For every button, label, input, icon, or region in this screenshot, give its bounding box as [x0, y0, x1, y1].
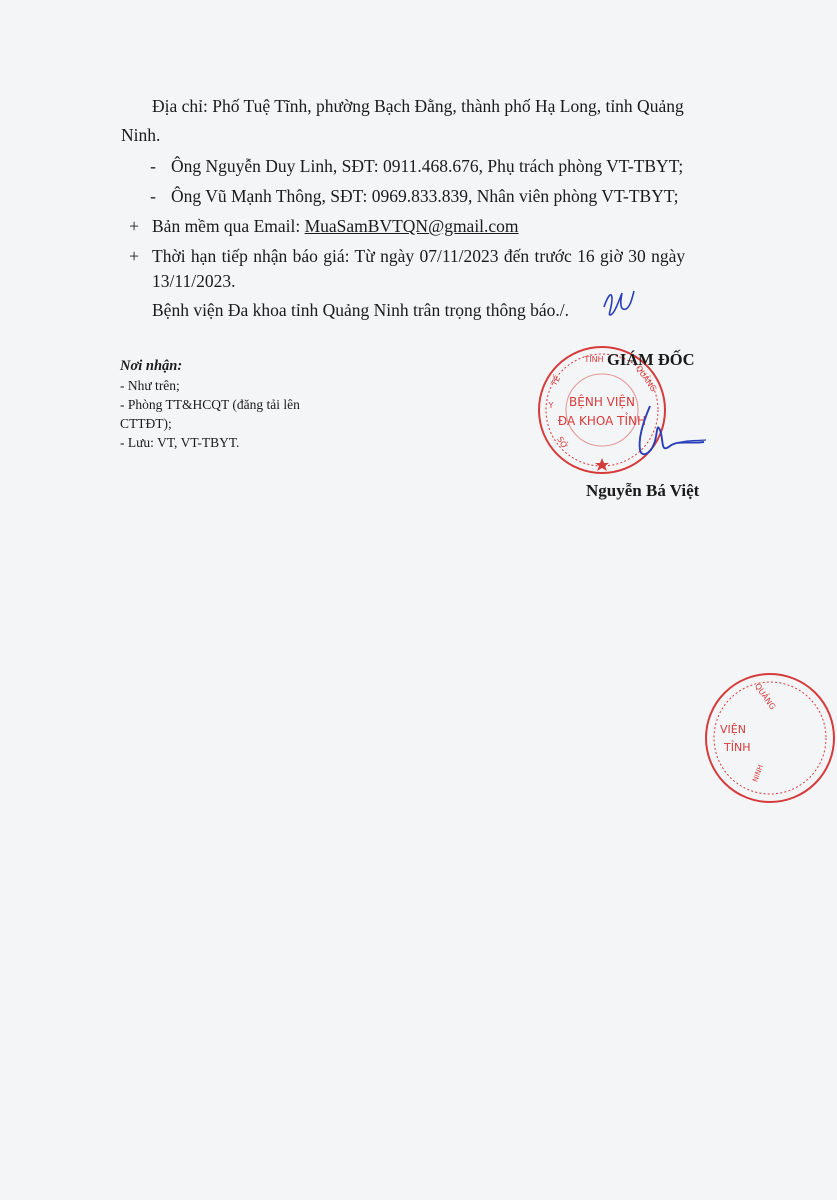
email-prefix: Bản mềm qua Email: [152, 216, 305, 236]
stamp-ring-left: SỞ [555, 435, 570, 451]
contact-bullet: - [150, 156, 156, 176]
partial-stamp-line-2: TỈNH [724, 741, 751, 754]
recipient-item: - Phòng TT&HCQT (đăng tải lên [120, 397, 300, 412]
recipient-item: - Lưu: VT, VT-TBYT. [120, 435, 240, 450]
contact-bullet: - [150, 186, 156, 206]
address-line-2: Ninh. [121, 125, 161, 145]
signature-title: GIÁM ĐỐC [607, 350, 695, 369]
email-bullet: + [129, 216, 139, 236]
deadline-line-2: 13/11/2023. [152, 271, 236, 291]
partial-stamp-line-1: VIỆN [720, 723, 746, 736]
email-link[interactable]: MuaSamBVTQN@gmail.com [304, 216, 519, 236]
deadline-line-1: Thời hạn tiếp nhận báo giá: Từ ngày 07/11/2023 đến trước 16 giờ 30 ngày [152, 246, 686, 266]
partial-stamp-ring: QUẢNG [752, 681, 778, 712]
recipient-item: - Như trên; [120, 378, 180, 393]
stamp-ring-left: TẾ [549, 374, 563, 388]
initials-signature-icon [598, 285, 638, 321]
deadline-bullet: + [129, 246, 139, 266]
recipients-title: Nơi nhận: [120, 358, 183, 374]
handwritten-signature-icon [630, 400, 712, 466]
contact-text: Ông Vũ Mạnh Thông, SĐT: 0969.833.839, Nhân viên phòng VT-TBYT; [171, 186, 679, 206]
signer-name: Nguyễn Bá Việt [586, 481, 700, 500]
partial-stamp [700, 670, 837, 807]
stamp-star-icon [595, 458, 609, 471]
contact-text: Ông Nguyễn Duy Linh, SĐT: 0911.468.676, Phụ trách phòng VT-TBYT; [171, 156, 684, 176]
recipient-item: CTTĐT); [120, 416, 172, 431]
address-line-1: Địa chỉ: Phố Tuệ Tĩnh, phường Bạch Đằng, thành phố Hạ Long, tỉnh Quảng [152, 96, 684, 116]
partial-stamp-ring-bottom: NINH [751, 763, 765, 784]
stamp-center-line-2: ĐA KHOA TỈNH [557, 414, 647, 428]
stamp-ring-top: TỈNH [584, 355, 604, 364]
stamp-center-line-1: BỆNH VIỆN [569, 395, 635, 409]
stamp-ring-right: QUẢNG [633, 363, 659, 394]
email-line [152, 215, 519, 237]
stamp-ring-left: Y [548, 401, 554, 410]
closing-line: Bệnh viện Đa khoa tỉnh Quảng Ninh trân trọng thông báo./. [152, 300, 570, 320]
